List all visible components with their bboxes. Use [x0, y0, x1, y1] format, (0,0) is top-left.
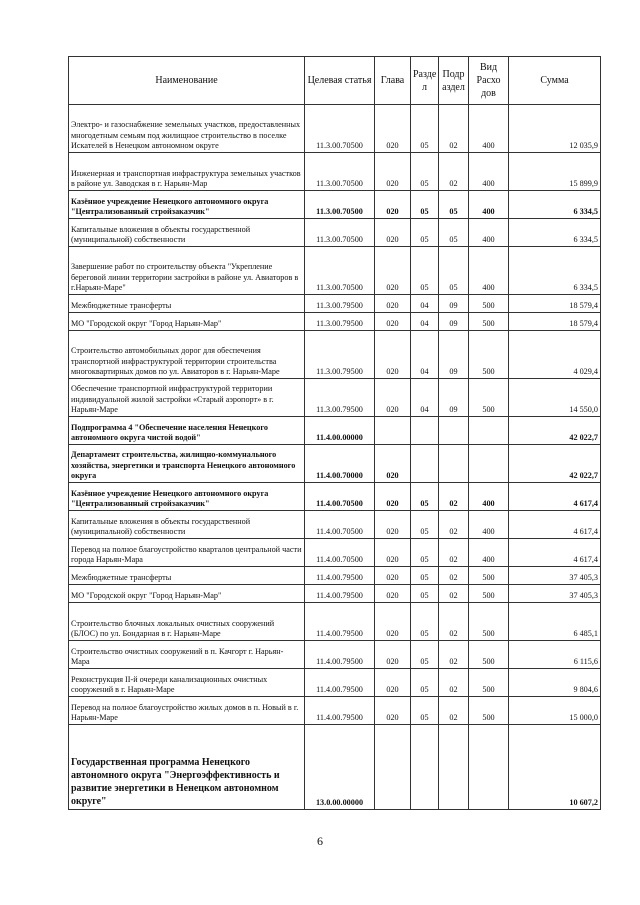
cell-chapter: 020 — [375, 697, 411, 725]
cell-sum: 15 000,0 — [509, 697, 601, 725]
cell-section: 05 — [411, 483, 439, 511]
cell-name: Обеспечение транспортной инфраструктурой территории индивидуальной жилой застройки «Старый аэропорт» в г. Нарьян-Маре — [69, 379, 305, 417]
cell-exp-type: 500 — [469, 697, 509, 725]
cell-target: 11.4.00.70000 — [305, 445, 375, 483]
cell-section: 04 — [411, 295, 439, 313]
cell-sum: 37 405,3 — [509, 585, 601, 603]
cell-subsection — [439, 725, 469, 810]
cell-section: 05 — [411, 219, 439, 247]
cell-name: Государственная программа Ненецкого автономного округа "Энергоэффективность и развитие энергетики в Ненецком автономном округе" — [69, 725, 305, 810]
cell-name: Капитальные вложения в объекты государственной (муниципальной) собственности — [69, 511, 305, 539]
cell-target: 11.3.00.79500 — [305, 295, 375, 313]
cell-target: 13.0.00.00000 — [305, 725, 375, 810]
cell-exp-type: 500 — [469, 641, 509, 669]
cell-sum: 4 617,4 — [509, 511, 601, 539]
table-row — [69, 295, 601, 313]
table-row — [69, 483, 601, 511]
document-page — [68, 56, 600, 810]
cell-subsection: 09 — [439, 379, 469, 417]
cell-name: Перевод на полное благоустройство жилых домов в п. Новый в г. Нарьян-Маре — [69, 697, 305, 725]
cell-subsection: 02 — [439, 585, 469, 603]
cell-target: 11.3.00.70500 — [305, 191, 375, 219]
table-row — [69, 219, 601, 247]
cell-exp-type: 500 — [469, 295, 509, 313]
table-row — [69, 313, 601, 331]
table-row — [69, 539, 601, 567]
cell-section: 05 — [411, 153, 439, 191]
cell-sum: 42 022,7 — [509, 445, 601, 483]
cell-chapter: 020 — [375, 105, 411, 153]
table-row — [69, 247, 601, 295]
table-row — [69, 697, 601, 725]
cell-exp-type: 500 — [469, 567, 509, 585]
cell-subsection: 02 — [439, 697, 469, 725]
cell-section: 05 — [411, 191, 439, 219]
page-number: 6 — [317, 834, 323, 848]
cell-chapter: 020 — [375, 331, 411, 379]
budget-table — [68, 56, 601, 810]
cell-chapter: 020 — [375, 191, 411, 219]
cell-chapter: 020 — [375, 641, 411, 669]
cell-sum: 4 617,4 — [509, 483, 601, 511]
cell-section: 05 — [411, 539, 439, 567]
cell-subsection: 02 — [439, 669, 469, 697]
cell-target: 11.3.00.79500 — [305, 379, 375, 417]
table-row — [69, 641, 601, 669]
cell-target: 11.3.00.70500 — [305, 153, 375, 191]
cell-sum: 14 550,0 — [509, 379, 601, 417]
table-row — [69, 445, 601, 483]
cell-exp-type — [469, 725, 509, 810]
cell-section: 04 — [411, 331, 439, 379]
cell-exp-type: 400 — [469, 191, 509, 219]
cell-sum: 42 022,7 — [509, 417, 601, 445]
cell-exp-type: 400 — [469, 483, 509, 511]
table-row — [69, 105, 601, 153]
cell-name: МО "Городской округ "Город Нарьян-Мар" — [69, 313, 305, 331]
cell-target: 11.4.00.00000 — [305, 417, 375, 445]
table-row — [69, 153, 601, 191]
cell-name: Перевод на полное благоустройство кварталов центральной части города Нарьян-Мара — [69, 539, 305, 567]
cell-section: 05 — [411, 567, 439, 585]
cell-chapter: 020 — [375, 567, 411, 585]
cell-exp-type: 500 — [469, 331, 509, 379]
cell-target: 11.4.00.79500 — [305, 567, 375, 585]
cell-target: 11.4.00.79500 — [305, 603, 375, 641]
header-sum: Сумма — [509, 57, 601, 105]
cell-section: 05 — [411, 669, 439, 697]
cell-target: 11.3.00.70500 — [305, 247, 375, 295]
cell-target: 11.4.00.79500 — [305, 641, 375, 669]
cell-sum: 18 579,4 — [509, 313, 601, 331]
cell-name: Строительство блочных локальных очистных сооружений (БЛОС) по ул. Бондарная в г. Нарьян-Маре — [69, 603, 305, 641]
cell-section: 05 — [411, 697, 439, 725]
header-section: Разде л — [411, 57, 439, 105]
cell-section: 05 — [411, 641, 439, 669]
cell-target: 11.3.00.70500 — [305, 105, 375, 153]
cell-target: 11.3.00.79500 — [305, 313, 375, 331]
cell-section — [411, 445, 439, 483]
cell-exp-type — [469, 417, 509, 445]
cell-section: 04 — [411, 313, 439, 331]
cell-subsection: 02 — [439, 511, 469, 539]
cell-subsection — [439, 417, 469, 445]
cell-subsection: 02 — [439, 641, 469, 669]
cell-sum: 6 334,5 — [509, 219, 601, 247]
cell-section — [411, 417, 439, 445]
table-row — [69, 725, 601, 810]
cell-chapter: 020 — [375, 511, 411, 539]
cell-target: 11.4.00.70500 — [305, 511, 375, 539]
cell-target: 11.4.00.70500 — [305, 539, 375, 567]
cell-chapter: 020 — [375, 539, 411, 567]
cell-chapter: 020 — [375, 603, 411, 641]
cell-section: 05 — [411, 511, 439, 539]
cell-chapter — [375, 725, 411, 810]
cell-name: Казённое учреждение Ненецкого автономного округа "Централизованный стройзаказчик" — [69, 191, 305, 219]
cell-exp-type: 400 — [469, 153, 509, 191]
cell-name: Межбюджетные трансферты — [69, 567, 305, 585]
cell-section — [411, 725, 439, 810]
cell-subsection: 02 — [439, 153, 469, 191]
cell-name: Реконструкция II-й очереди канализационных очистных сооружений в г. Нарьян-Маре — [69, 669, 305, 697]
cell-exp-type: 500 — [469, 585, 509, 603]
cell-name: Капитальные вложения в объекты государственной (муниципальной) собственности — [69, 219, 305, 247]
table-row — [69, 585, 601, 603]
cell-name: Межбюджетные трансферты — [69, 295, 305, 313]
cell-target: 11.3.00.70500 — [305, 219, 375, 247]
cell-sum: 9 804,6 — [509, 669, 601, 697]
cell-subsection: 02 — [439, 603, 469, 641]
table-row — [69, 511, 601, 539]
cell-sum: 15 899,9 — [509, 153, 601, 191]
cell-target: 11.4.00.70500 — [305, 483, 375, 511]
cell-subsection: 05 — [439, 191, 469, 219]
cell-target: 11.4.00.79500 — [305, 697, 375, 725]
cell-subsection: 09 — [439, 313, 469, 331]
cell-chapter: 020 — [375, 247, 411, 295]
cell-exp-type: 400 — [469, 105, 509, 153]
cell-exp-type — [469, 445, 509, 483]
cell-name: Подпрограмма 4 "Обеспечение населения Ненецкого автономного округа чистой водой" — [69, 417, 305, 445]
table-row — [69, 191, 601, 219]
cell-chapter: 020 — [375, 669, 411, 697]
table-row — [69, 331, 601, 379]
cell-sum: 4 029,4 — [509, 331, 601, 379]
cell-section: 04 — [411, 379, 439, 417]
cell-sum: 12 035,9 — [509, 105, 601, 153]
cell-sum: 4 617,4 — [509, 539, 601, 567]
cell-section: 05 — [411, 105, 439, 153]
cell-subsection: 05 — [439, 219, 469, 247]
cell-subsection: 02 — [439, 483, 469, 511]
table-body — [69, 105, 601, 810]
cell-sum: 18 579,4 — [509, 295, 601, 313]
cell-exp-type: 400 — [469, 219, 509, 247]
cell-section: 05 — [411, 603, 439, 641]
cell-exp-type: 400 — [469, 539, 509, 567]
cell-subsection: 02 — [439, 105, 469, 153]
table-header-row — [69, 57, 601, 105]
cell-chapter: 020 — [375, 379, 411, 417]
cell-exp-type: 400 — [469, 247, 509, 295]
table-row — [69, 669, 601, 697]
cell-name: МО "Городской округ "Город Нарьян-Мар" — [69, 585, 305, 603]
header-name: Наименование — [69, 57, 305, 105]
cell-exp-type: 500 — [469, 603, 509, 641]
table-row — [69, 567, 601, 585]
cell-subsection: 09 — [439, 295, 469, 313]
cell-target: 11.4.00.79500 — [305, 669, 375, 697]
cell-exp-type: 500 — [469, 379, 509, 417]
cell-chapter: 020 — [375, 483, 411, 511]
cell-exp-type: 500 — [469, 313, 509, 331]
cell-exp-type: 500 — [469, 669, 509, 697]
cell-chapter: 020 — [375, 313, 411, 331]
cell-subsection: 05 — [439, 247, 469, 295]
cell-sum: 10 607,2 — [509, 725, 601, 810]
cell-subsection: 09 — [439, 331, 469, 379]
cell-section: 05 — [411, 247, 439, 295]
cell-chapter: 020 — [375, 445, 411, 483]
cell-name: Казённое учреждение Ненецкого автономного округа "Централизованный стройзаказчик" — [69, 483, 305, 511]
cell-name: Департамент строительства, жилищно-коммунального хозяйства, энергетики и транспорта Ненецкого автономного округа — [69, 445, 305, 483]
table-row — [69, 379, 601, 417]
table-row — [69, 603, 601, 641]
cell-sum: 6 334,5 — [509, 247, 601, 295]
cell-chapter: 020 — [375, 219, 411, 247]
cell-chapter — [375, 417, 411, 445]
cell-chapter: 020 — [375, 153, 411, 191]
cell-target: 11.4.00.79500 — [305, 585, 375, 603]
cell-subsection — [439, 445, 469, 483]
header-exp-type: Вид Расхо дов — [469, 57, 509, 105]
cell-target: 11.3.00.79500 — [305, 331, 375, 379]
cell-section: 05 — [411, 585, 439, 603]
header-target: Целевая статья — [305, 57, 375, 105]
cell-chapter: 020 — [375, 585, 411, 603]
table-row — [69, 417, 601, 445]
cell-name: Строительство автомобильных дорог для обеспечения транспортной инфраструктурой территории строительства многоквартирных домов по ул. Авиаторов в г. Нарьян-Маре — [69, 331, 305, 379]
cell-sum: 6 485,1 — [509, 603, 601, 641]
cell-subsection: 02 — [439, 539, 469, 567]
cell-sum: 37 405,3 — [509, 567, 601, 585]
cell-subsection: 02 — [439, 567, 469, 585]
header-subsection: Подр аздел — [439, 57, 469, 105]
cell-name: Строительство очистных сооружений в п. Качгорт г. Нарьян-Мара — [69, 641, 305, 669]
cell-name: Завершение работ по строительству объекта "Укрепление береговой линии территории застройки в районе ул. Авиаторов в г.Нарьян-Маре" — [69, 247, 305, 295]
cell-name: Инженерная и транспортная инфраструктура земельных участков в районе ул. Заводская в г. Нарьян-Мар — [69, 153, 305, 191]
cell-sum: 6 334,5 — [509, 191, 601, 219]
cell-name: Электро- и газоснабжение земельных участков, предоставленных многодетным семьям под жилищное строительство в поселке Искателей в Ненецком автономном округе — [69, 105, 305, 153]
cell-exp-type: 400 — [469, 511, 509, 539]
cell-chapter: 020 — [375, 295, 411, 313]
cell-sum: 6 115,6 — [509, 641, 601, 669]
header-chapter: Глава — [375, 57, 411, 105]
